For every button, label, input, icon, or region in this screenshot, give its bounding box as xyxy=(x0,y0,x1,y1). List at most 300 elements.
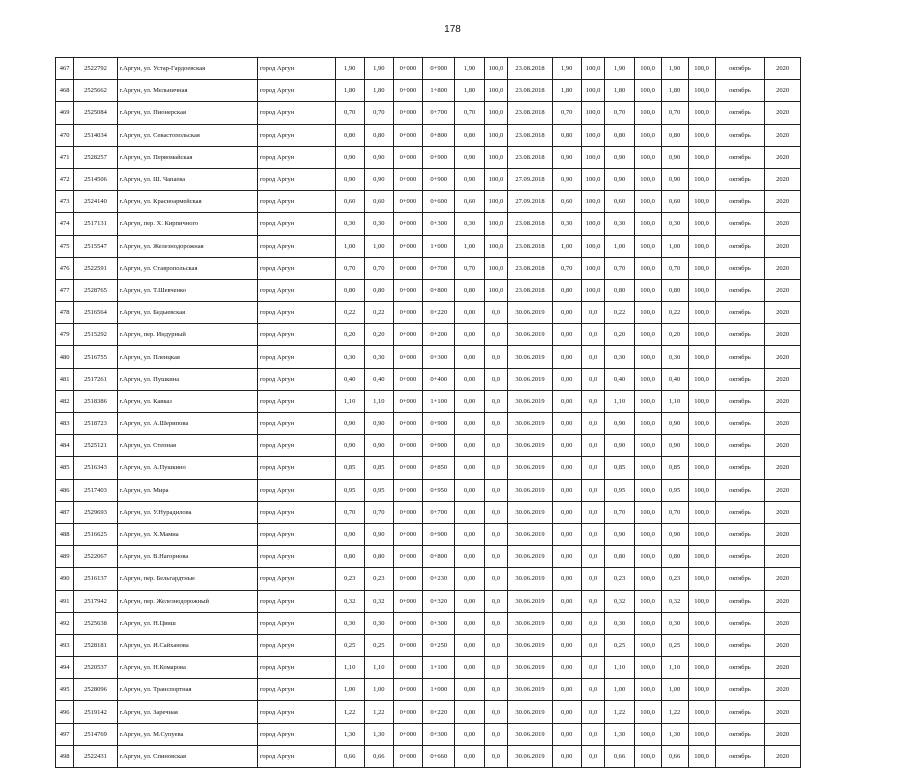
cell-planned-km: 0,32 xyxy=(661,590,688,612)
cell-assessed-percent: 0,0 xyxy=(581,701,605,723)
cell-repaired-km: 0,00 xyxy=(455,612,484,634)
cell-normative-percent: 100,0 xyxy=(634,523,661,545)
cell-road-name: г.Аргун, ул. Устар-Гардоевская xyxy=(117,58,257,80)
cell-row-number: 482 xyxy=(56,390,74,412)
cell-normative-percent: 100,0 xyxy=(634,191,661,213)
table-row xyxy=(56,324,801,346)
cell-length-total-km: 0,90 xyxy=(364,413,393,435)
cell-assessed-percent: 0,0 xyxy=(581,368,605,390)
cell-normative-percent: 100,0 xyxy=(634,413,661,435)
cell-assessed-km: 0,70 xyxy=(552,102,581,124)
cell-road-id: 2528181 xyxy=(74,634,117,656)
cell-municipality: город Аргун xyxy=(257,701,335,723)
cell-road-name: г.Аргун, ул. Ш. Чапаева xyxy=(117,168,257,190)
cell-road-name: г.Аргун, ул. Спиновская xyxy=(117,745,257,767)
table-row xyxy=(56,346,801,368)
cell-assessed-km: 0,00 xyxy=(552,701,581,723)
cell-year: 2020 xyxy=(765,568,801,590)
cell-planned-percent: 100,0 xyxy=(688,346,715,368)
cell-length-total-km: 1,90 xyxy=(364,58,393,80)
cell-inspection-date: 23.08.2018 xyxy=(508,279,552,301)
cell-repaired-percent: 0,0 xyxy=(484,368,508,390)
cell-normative-km: 1,80 xyxy=(605,80,634,102)
cell-row-number: 485 xyxy=(56,457,74,479)
cell-normative-percent: 100,0 xyxy=(634,657,661,679)
cell-road-name: г.Аргун, пер. Железнодорожный xyxy=(117,590,257,612)
cell-length-total-km: 0,22 xyxy=(364,302,393,324)
cell-planned-km: 0,22 xyxy=(661,302,688,324)
cell-end-km: 0+250 xyxy=(423,634,455,656)
cell-normative-percent: 100,0 xyxy=(634,745,661,767)
cell-municipality: город Аргун xyxy=(257,302,335,324)
cell-normative-km: 0,25 xyxy=(605,634,634,656)
cell-month: октябрь xyxy=(715,634,765,656)
cell-normative-percent: 100,0 xyxy=(634,102,661,124)
cell-assessed-km: 0,00 xyxy=(552,523,581,545)
cell-assessed-km: 0,90 xyxy=(552,168,581,190)
cell-repaired-km: 0,80 xyxy=(455,124,484,146)
cell-month: октябрь xyxy=(715,679,765,701)
cell-planned-percent: 100,0 xyxy=(688,279,715,301)
table-row xyxy=(56,368,801,390)
cell-length-total-km: 0,66 xyxy=(364,745,393,767)
cell-repaired-km: 0,00 xyxy=(455,590,484,612)
cell-start-km: 0+000 xyxy=(393,745,422,767)
cell-road-id: 2525084 xyxy=(74,102,117,124)
cell-assessed-km: 0,90 xyxy=(552,146,581,168)
cell-row-number: 475 xyxy=(56,235,74,257)
cell-planned-percent: 100,0 xyxy=(688,257,715,279)
cell-road-id: 2522431 xyxy=(74,745,117,767)
cell-repaired-percent: 100,0 xyxy=(484,235,508,257)
table-row xyxy=(56,168,801,190)
cell-normative-km: 0,80 xyxy=(605,546,634,568)
cell-length-km: 0,90 xyxy=(335,168,364,190)
cell-length-total-km: 1,10 xyxy=(364,657,393,679)
cell-month: октябрь xyxy=(715,523,765,545)
cell-end-km: 0+850 xyxy=(423,457,455,479)
cell-assessed-km: 0,00 xyxy=(552,612,581,634)
cell-normative-km: 0,30 xyxy=(605,346,634,368)
cell-year: 2020 xyxy=(765,457,801,479)
cell-month: октябрь xyxy=(715,346,765,368)
cell-planned-km: 1,10 xyxy=(661,657,688,679)
table-row xyxy=(56,58,801,80)
cell-municipality: город Аргун xyxy=(257,657,335,679)
cell-municipality: город Аргун xyxy=(257,745,335,767)
cell-municipality: город Аргун xyxy=(257,257,335,279)
cell-road-id: 2517131 xyxy=(74,213,117,235)
cell-end-km: 0+950 xyxy=(423,479,455,501)
cell-repaired-percent: 0,0 xyxy=(484,568,508,590)
cell-row-number: 492 xyxy=(56,612,74,634)
cell-normative-km: 1,00 xyxy=(605,235,634,257)
cell-road-name: г.Аргун, пер. Х. Кирпичного xyxy=(117,213,257,235)
cell-row-number: 474 xyxy=(56,213,74,235)
cell-month: октябрь xyxy=(715,191,765,213)
cell-normative-km: 1,90 xyxy=(605,58,634,80)
cell-end-km: 0+800 xyxy=(423,546,455,568)
cell-length-km: 1,90 xyxy=(335,58,364,80)
cell-normative-percent: 100,0 xyxy=(634,390,661,412)
cell-repaired-percent: 0,0 xyxy=(484,501,508,523)
cell-year: 2020 xyxy=(765,634,801,656)
cell-year: 2020 xyxy=(765,435,801,457)
cell-start-km: 0+000 xyxy=(393,146,422,168)
cell-planned-km: 1,90 xyxy=(661,58,688,80)
cell-planned-percent: 100,0 xyxy=(688,213,715,235)
cell-normative-km: 1,30 xyxy=(605,723,634,745)
cell-row-number: 477 xyxy=(56,279,74,301)
cell-length-km: 0,90 xyxy=(335,413,364,435)
cell-planned-percent: 100,0 xyxy=(688,302,715,324)
cell-start-km: 0+000 xyxy=(393,568,422,590)
cell-normative-km: 1,10 xyxy=(605,390,634,412)
cell-municipality: город Аргун xyxy=(257,146,335,168)
cell-month: октябрь xyxy=(715,257,765,279)
cell-length-total-km: 0,30 xyxy=(364,346,393,368)
cell-planned-km: 0,90 xyxy=(661,435,688,457)
page-number: 178 xyxy=(444,24,461,35)
table-row xyxy=(56,191,801,213)
cell-length-km: 0,32 xyxy=(335,590,364,612)
cell-road-name: г.Аргун, ул. А.Шерипова xyxy=(117,413,257,435)
cell-municipality: город Аргун xyxy=(257,58,335,80)
cell-assessed-km: 0,00 xyxy=(552,501,581,523)
cell-assessed-km: 0,00 xyxy=(552,568,581,590)
cell-year: 2020 xyxy=(765,745,801,767)
cell-year: 2020 xyxy=(765,413,801,435)
cell-municipality: город Аргун xyxy=(257,523,335,545)
cell-planned-km: 1,80 xyxy=(661,80,688,102)
cell-length-km: 0,70 xyxy=(335,102,364,124)
cell-length-total-km: 0,30 xyxy=(364,213,393,235)
cell-end-km: 0+800 xyxy=(423,279,455,301)
cell-inspection-date: 30.06.2019 xyxy=(508,701,552,723)
cell-length-km: 1,22 xyxy=(335,701,364,723)
cell-normative-km: 0,90 xyxy=(605,168,634,190)
cell-length-total-km: 0,90 xyxy=(364,435,393,457)
cell-row-number: 487 xyxy=(56,501,74,523)
cell-municipality: город Аргун xyxy=(257,368,335,390)
cell-year: 2020 xyxy=(765,346,801,368)
cell-repaired-percent: 100,0 xyxy=(484,102,508,124)
cell-assessed-percent: 100,0 xyxy=(581,80,605,102)
cell-row-number: 488 xyxy=(56,523,74,545)
cell-repaired-km: 0,00 xyxy=(455,546,484,568)
cell-planned-percent: 100,0 xyxy=(688,191,715,213)
cell-normative-percent: 100,0 xyxy=(634,302,661,324)
table-row xyxy=(56,701,801,723)
cell-year: 2020 xyxy=(765,124,801,146)
cell-road-id: 2522067 xyxy=(74,546,117,568)
cell-repaired-percent: 0,0 xyxy=(484,479,508,501)
road-register-table xyxy=(55,57,801,768)
cell-month: октябрь xyxy=(715,723,765,745)
cell-assessed-km: 0,00 xyxy=(552,435,581,457)
cell-assessed-km: 0,30 xyxy=(552,213,581,235)
cell-end-km: 0+200 xyxy=(423,324,455,346)
cell-length-km: 0,70 xyxy=(335,501,364,523)
cell-normative-percent: 100,0 xyxy=(634,146,661,168)
table-row xyxy=(56,568,801,590)
cell-repaired-percent: 0,0 xyxy=(484,435,508,457)
cell-year: 2020 xyxy=(765,546,801,568)
cell-normative-km: 0,70 xyxy=(605,501,634,523)
cell-repaired-km: 0,90 xyxy=(455,168,484,190)
cell-inspection-date: 30.06.2019 xyxy=(508,634,552,656)
cell-row-number: 494 xyxy=(56,657,74,679)
cell-planned-percent: 100,0 xyxy=(688,701,715,723)
cell-normative-percent: 100,0 xyxy=(634,501,661,523)
cell-road-name: г.Аргун, ул. А.Пушкино xyxy=(117,457,257,479)
cell-length-km: 0,80 xyxy=(335,279,364,301)
cell-repaired-percent: 100,0 xyxy=(484,168,508,190)
cell-inspection-date: 30.06.2019 xyxy=(508,479,552,501)
cell-assessed-km: 0,00 xyxy=(552,479,581,501)
cell-inspection-date: 30.06.2019 xyxy=(508,723,552,745)
cell-end-km: 0+320 xyxy=(423,590,455,612)
cell-planned-percent: 100,0 xyxy=(688,324,715,346)
cell-repaired-km: 0,00 xyxy=(455,457,484,479)
cell-repaired-percent: 100,0 xyxy=(484,257,508,279)
cell-planned-km: 0,95 xyxy=(661,479,688,501)
cell-municipality: город Аргун xyxy=(257,324,335,346)
cell-start-km: 0+000 xyxy=(393,235,422,257)
cell-normative-percent: 100,0 xyxy=(634,612,661,634)
cell-normative-km: 0,20 xyxy=(605,324,634,346)
cell-year: 2020 xyxy=(765,168,801,190)
cell-year: 2020 xyxy=(765,723,801,745)
cell-road-name: г.Аргун, ул. Бедыевская xyxy=(117,302,257,324)
cell-inspection-date: 30.06.2019 xyxy=(508,679,552,701)
cell-repaired-km: 0,00 xyxy=(455,679,484,701)
cell-normative-percent: 100,0 xyxy=(634,257,661,279)
table-row xyxy=(56,745,801,767)
cell-start-km: 0+000 xyxy=(393,457,422,479)
cell-repaired-percent: 0,0 xyxy=(484,657,508,679)
cell-start-km: 0+000 xyxy=(393,657,422,679)
cell-assessed-km: 0,00 xyxy=(552,634,581,656)
cell-length-km: 1,00 xyxy=(335,235,364,257)
cell-planned-km: 0,66 xyxy=(661,745,688,767)
cell-municipality: город Аргун xyxy=(257,168,335,190)
cell-repaired-km: 0,00 xyxy=(455,324,484,346)
cell-assessed-percent: 0,0 xyxy=(581,657,605,679)
cell-road-name: г.Аргун, ул. Севастопольская xyxy=(117,124,257,146)
cell-assessed-percent: 0,0 xyxy=(581,679,605,701)
cell-road-name: г.Аргун, ул. Мира xyxy=(117,479,257,501)
cell-row-number: 476 xyxy=(56,257,74,279)
cell-year: 2020 xyxy=(765,58,801,80)
cell-municipality: город Аргун xyxy=(257,413,335,435)
cell-planned-km: 1,00 xyxy=(661,679,688,701)
cell-normative-km: 0,90 xyxy=(605,523,634,545)
cell-normative-km: 0,22 xyxy=(605,302,634,324)
cell-repaired-percent: 0,0 xyxy=(484,413,508,435)
cell-end-km: 0+300 xyxy=(423,612,455,634)
cell-planned-km: 0,90 xyxy=(661,413,688,435)
cell-repaired-percent: 100,0 xyxy=(484,213,508,235)
cell-repaired-percent: 0,0 xyxy=(484,302,508,324)
cell-normative-percent: 100,0 xyxy=(634,701,661,723)
cell-normative-km: 0,32 xyxy=(605,590,634,612)
cell-road-id: 2525638 xyxy=(74,612,117,634)
cell-assessed-percent: 0,0 xyxy=(581,523,605,545)
cell-inspection-date: 30.06.2019 xyxy=(508,457,552,479)
cell-row-number: 468 xyxy=(56,80,74,102)
cell-length-total-km: 1,00 xyxy=(364,679,393,701)
cell-inspection-date: 30.06.2019 xyxy=(508,612,552,634)
cell-assessed-percent: 100,0 xyxy=(581,168,605,190)
cell-road-id: 2529693 xyxy=(74,501,117,523)
cell-length-km: 0,40 xyxy=(335,368,364,390)
cell-planned-km: 0,23 xyxy=(661,568,688,590)
cell-year: 2020 xyxy=(765,146,801,168)
cell-row-number: 498 xyxy=(56,745,74,767)
cell-assessed-km: 0,00 xyxy=(552,457,581,479)
cell-length-km: 1,10 xyxy=(335,390,364,412)
cell-municipality: город Аргун xyxy=(257,479,335,501)
cell-planned-percent: 100,0 xyxy=(688,413,715,435)
cell-start-km: 0+000 xyxy=(393,213,422,235)
cell-start-km: 0+000 xyxy=(393,679,422,701)
cell-inspection-date: 30.06.2019 xyxy=(508,745,552,767)
cell-planned-percent: 100,0 xyxy=(688,745,715,767)
cell-inspection-date: 30.06.2019 xyxy=(508,435,552,457)
cell-length-total-km: 1,80 xyxy=(364,80,393,102)
cell-normative-km: 0,90 xyxy=(605,413,634,435)
cell-planned-km: 1,00 xyxy=(661,235,688,257)
cell-planned-percent: 100,0 xyxy=(688,368,715,390)
cell-year: 2020 xyxy=(765,390,801,412)
cell-end-km: 1+100 xyxy=(423,657,455,679)
cell-month: октябрь xyxy=(715,302,765,324)
cell-repaired-percent: 0,0 xyxy=(484,612,508,634)
cell-normative-percent: 100,0 xyxy=(634,324,661,346)
cell-planned-km: 0,20 xyxy=(661,324,688,346)
cell-end-km: 0+900 xyxy=(423,413,455,435)
cell-year: 2020 xyxy=(765,657,801,679)
cell-start-km: 0+000 xyxy=(393,435,422,457)
cell-planned-percent: 100,0 xyxy=(688,723,715,745)
cell-normative-km: 1,22 xyxy=(605,701,634,723)
cell-length-total-km: 1,22 xyxy=(364,701,393,723)
cell-assessed-percent: 0,0 xyxy=(581,413,605,435)
cell-road-id: 2514506 xyxy=(74,168,117,190)
cell-end-km: 0+300 xyxy=(423,213,455,235)
cell-length-total-km: 0,90 xyxy=(364,146,393,168)
table-row xyxy=(56,590,801,612)
cell-assessed-percent: 100,0 xyxy=(581,191,605,213)
cell-inspection-date: 30.06.2019 xyxy=(508,590,552,612)
cell-assessed-km: 0,00 xyxy=(552,390,581,412)
cell-normative-km: 0,30 xyxy=(605,213,634,235)
cell-inspection-date: 30.06.2019 xyxy=(508,546,552,568)
cell-inspection-date: 30.06.2019 xyxy=(508,413,552,435)
cell-assessed-km: 0,00 xyxy=(552,413,581,435)
cell-municipality: город Аргун xyxy=(257,546,335,568)
cell-road-id: 2517261 xyxy=(74,368,117,390)
cell-assessed-percent: 0,0 xyxy=(581,546,605,568)
cell-planned-percent: 100,0 xyxy=(688,235,715,257)
cell-inspection-date: 30.06.2019 xyxy=(508,302,552,324)
cell-planned-km: 0,40 xyxy=(661,368,688,390)
cell-planned-km: 0,90 xyxy=(661,146,688,168)
cell-road-name: г.Аргун, ул. Н.Цвиш xyxy=(117,612,257,634)
cell-normative-km: 0,60 xyxy=(605,191,634,213)
cell-road-name: г.Аргун, ул. Первомайская xyxy=(117,146,257,168)
cell-assessed-percent: 100,0 xyxy=(581,279,605,301)
cell-road-name: г.Аргун, пер. Индурный xyxy=(117,324,257,346)
cell-normative-km: 0,30 xyxy=(605,612,634,634)
cell-planned-km: 0,90 xyxy=(661,168,688,190)
cell-repaired-km: 0,00 xyxy=(455,368,484,390)
cell-end-km: 0+700 xyxy=(423,501,455,523)
cell-assessed-percent: 100,0 xyxy=(581,124,605,146)
cell-length-km: 0,30 xyxy=(335,612,364,634)
cell-planned-km: 0,85 xyxy=(661,457,688,479)
cell-row-number: 470 xyxy=(56,124,74,146)
table-row xyxy=(56,479,801,501)
cell-road-name: г.Аргун, ул. Пионерская xyxy=(117,102,257,124)
cell-row-number: 472 xyxy=(56,168,74,190)
cell-normative-percent: 100,0 xyxy=(634,435,661,457)
cell-end-km: 1+800 xyxy=(423,80,455,102)
cell-planned-percent: 100,0 xyxy=(688,479,715,501)
cell-assessed-km: 0,80 xyxy=(552,124,581,146)
cell-assessed-km: 0,80 xyxy=(552,279,581,301)
cell-inspection-date: 27.09.2018 xyxy=(508,191,552,213)
cell-assessed-km: 1,90 xyxy=(552,58,581,80)
cell-year: 2020 xyxy=(765,612,801,634)
cell-end-km: 0+900 xyxy=(423,435,455,457)
cell-normative-percent: 100,0 xyxy=(634,58,661,80)
cell-road-name: г.Аргун, ул. Железнодорожная xyxy=(117,235,257,257)
cell-normative-km: 0,40 xyxy=(605,368,634,390)
cell-normative-percent: 100,0 xyxy=(634,235,661,257)
cell-planned-percent: 100,0 xyxy=(688,612,715,634)
cell-month: октябрь xyxy=(715,546,765,568)
cell-municipality: город Аргун xyxy=(257,80,335,102)
cell-repaired-km: 0,00 xyxy=(455,413,484,435)
cell-year: 2020 xyxy=(765,479,801,501)
cell-length-total-km: 0,60 xyxy=(364,191,393,213)
cell-repaired-km: 0,00 xyxy=(455,701,484,723)
cell-inspection-date: 30.06.2019 xyxy=(508,657,552,679)
cell-length-km: 0,23 xyxy=(335,568,364,590)
cell-planned-percent: 100,0 xyxy=(688,168,715,190)
cell-road-name: г.Аргун, ул. У.Нурадилова xyxy=(117,501,257,523)
cell-road-id: 2522591 xyxy=(74,257,117,279)
cell-end-km: 0+700 xyxy=(423,257,455,279)
cell-inspection-date: 23.08.2018 xyxy=(508,235,552,257)
cell-road-name: г.Аргун, ул. И.Сайханова xyxy=(117,634,257,656)
cell-month: октябрь xyxy=(715,612,765,634)
cell-month: октябрь xyxy=(715,745,765,767)
cell-length-total-km: 0,80 xyxy=(364,124,393,146)
cell-row-number: 484 xyxy=(56,435,74,457)
cell-repaired-percent: 0,0 xyxy=(484,324,508,346)
cell-repaired-percent: 100,0 xyxy=(484,124,508,146)
cell-start-km: 0+000 xyxy=(393,546,422,568)
cell-length-total-km: 0,85 xyxy=(364,457,393,479)
table-row xyxy=(56,612,801,634)
cell-end-km: 0+230 xyxy=(423,568,455,590)
cell-assessed-percent: 0,0 xyxy=(581,745,605,767)
cell-planned-percent: 100,0 xyxy=(688,457,715,479)
cell-year: 2020 xyxy=(765,213,801,235)
